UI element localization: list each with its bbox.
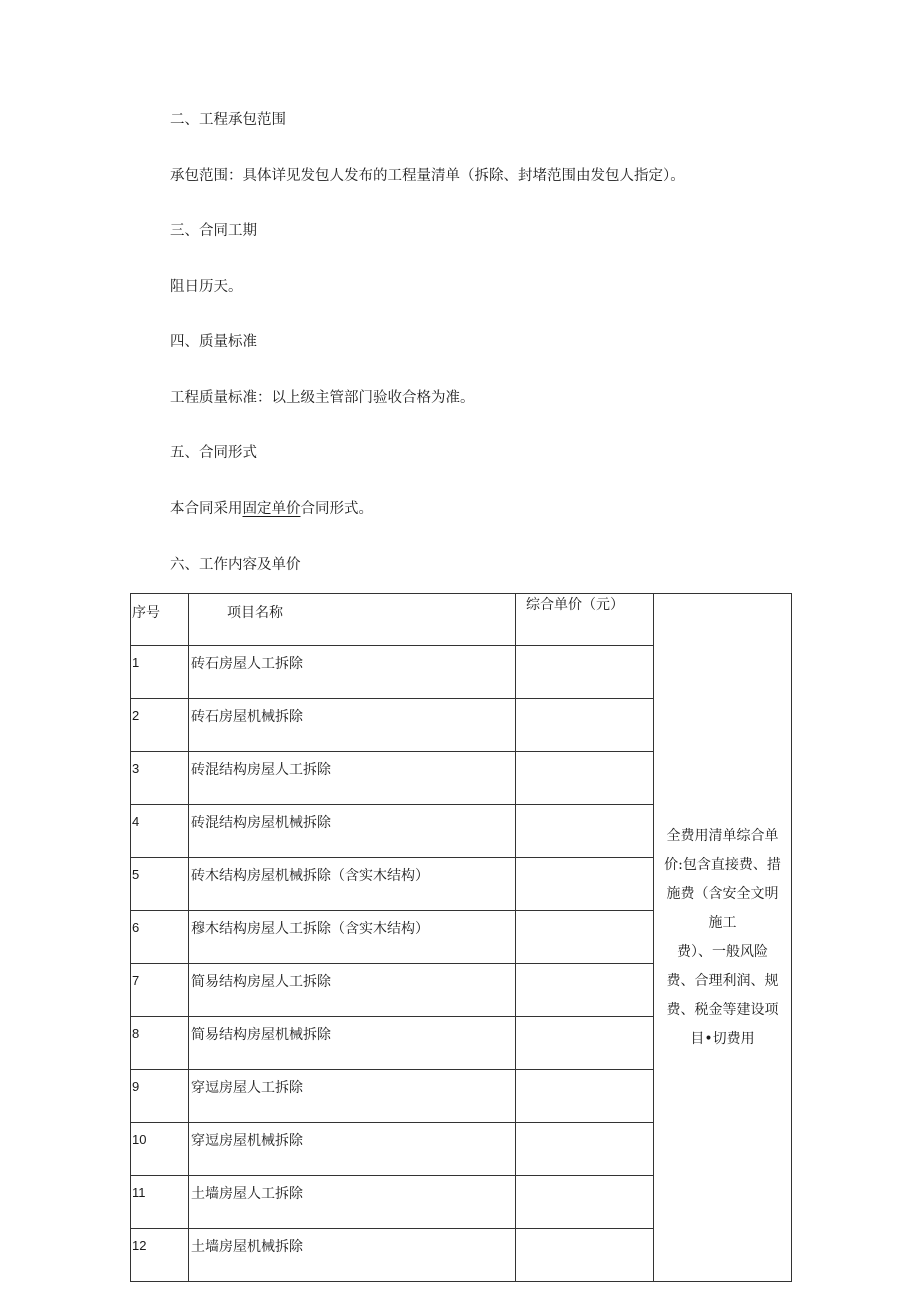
section-body xyxy=(170,277,243,297)
row-price-cell xyxy=(516,964,654,1017)
row-price-cell xyxy=(516,752,654,805)
section-body-text: 承包范围：具体详见发包人发布的工程量清单（拆除、封堵范围由发包人指定）。 xyxy=(170,168,685,184)
row-item-name: 砖混结构房屋人工拆除 xyxy=(189,752,516,805)
section-heading: 三、合同工期 xyxy=(170,223,257,239)
price-note-line: 价:包含直接费、措 xyxy=(664,856,781,873)
price-note-line: 费）、一般风险 xyxy=(677,943,768,960)
row-item-name: 简易结构房屋人工拆除 xyxy=(189,964,516,1017)
row-item-name: 砖石房屋人工拆除 xyxy=(189,646,516,699)
row-num: 6 xyxy=(131,911,189,964)
row-item-name: 砖混结构房屋机械拆除 xyxy=(189,805,516,858)
price-note-line: 费、税金等建设项 xyxy=(666,1001,779,1018)
row-price-cell xyxy=(516,699,654,752)
price-note-line: 施工 xyxy=(708,914,737,931)
header-name: 项目名称 xyxy=(189,594,516,646)
price-note-line: 施费（含安全文明 xyxy=(666,885,779,902)
header-num: 序号 xyxy=(131,594,189,646)
table-header-row xyxy=(131,594,792,646)
row-num: 7 xyxy=(131,964,189,1017)
section-body-text-tail: 合同形式。 xyxy=(300,501,373,517)
row-price-cell xyxy=(516,646,654,699)
row-price-cell xyxy=(516,1229,654,1282)
section-body xyxy=(170,499,373,519)
row-price-cell xyxy=(516,1176,654,1229)
underlined-term: 固定单价 xyxy=(242,501,301,517)
section-heading: 四、质量标准 xyxy=(170,334,257,350)
row-price-cell xyxy=(516,911,654,964)
price-note xyxy=(654,594,792,1282)
row-item-name: 穿逗房屋人工拆除 xyxy=(189,1070,516,1123)
row-item-name: 穿逗房屋机械拆除 xyxy=(189,1123,516,1176)
header-price: 综合单价（元） xyxy=(516,594,654,646)
row-num: 10 xyxy=(131,1123,189,1176)
section-body-text: 本合同采用 xyxy=(170,501,243,517)
row-num: 12 xyxy=(131,1229,189,1282)
row-num: 1 xyxy=(131,646,189,699)
row-num: 8 xyxy=(131,1017,189,1070)
row-item-name: 穆木结构房屋人工拆除（含实木结构） xyxy=(189,911,516,964)
section-heading: 五、合同形式 xyxy=(170,445,257,461)
row-price-cell xyxy=(516,805,654,858)
row-num: 5 xyxy=(131,858,189,911)
section-body-text: 阻日历天。 xyxy=(170,279,243,295)
row-price-cell xyxy=(516,1123,654,1176)
row-item-name: 砖石房屋机械拆除 xyxy=(189,699,516,752)
row-num: 4 xyxy=(131,805,189,858)
section-body xyxy=(170,166,685,186)
section-body xyxy=(170,388,475,408)
row-item-name: 土墙房屋机械拆除 xyxy=(189,1229,516,1282)
row-num: 9 xyxy=(131,1070,189,1123)
price-note-line: 费、合理利润、规 xyxy=(666,972,779,989)
section-heading: 二、工程承包范围 xyxy=(170,112,286,128)
price-note-line: 全费用清单综合单 xyxy=(666,827,779,844)
row-num: 3 xyxy=(131,752,189,805)
row-price-cell xyxy=(516,858,654,911)
price-note-line: 目•切费用 xyxy=(690,1030,755,1047)
row-price-cell xyxy=(516,1017,654,1070)
row-num: 11 xyxy=(131,1176,189,1229)
row-price-cell xyxy=(516,1070,654,1123)
section-heading-work-content: 六、工作内容及单价 xyxy=(170,557,301,573)
section-body-text: 工程质量标准：以上级主管部门验收合格为准。 xyxy=(170,390,475,406)
row-item-name: 土墙房屋人工拆除 xyxy=(189,1176,516,1229)
row-num: 2 xyxy=(131,699,189,752)
price-table xyxy=(130,593,792,1282)
row-item-name: 砖木结构房屋机械拆除（含实木结构） xyxy=(189,858,516,911)
row-item-name: 简易结构房屋机械拆除 xyxy=(189,1017,516,1070)
